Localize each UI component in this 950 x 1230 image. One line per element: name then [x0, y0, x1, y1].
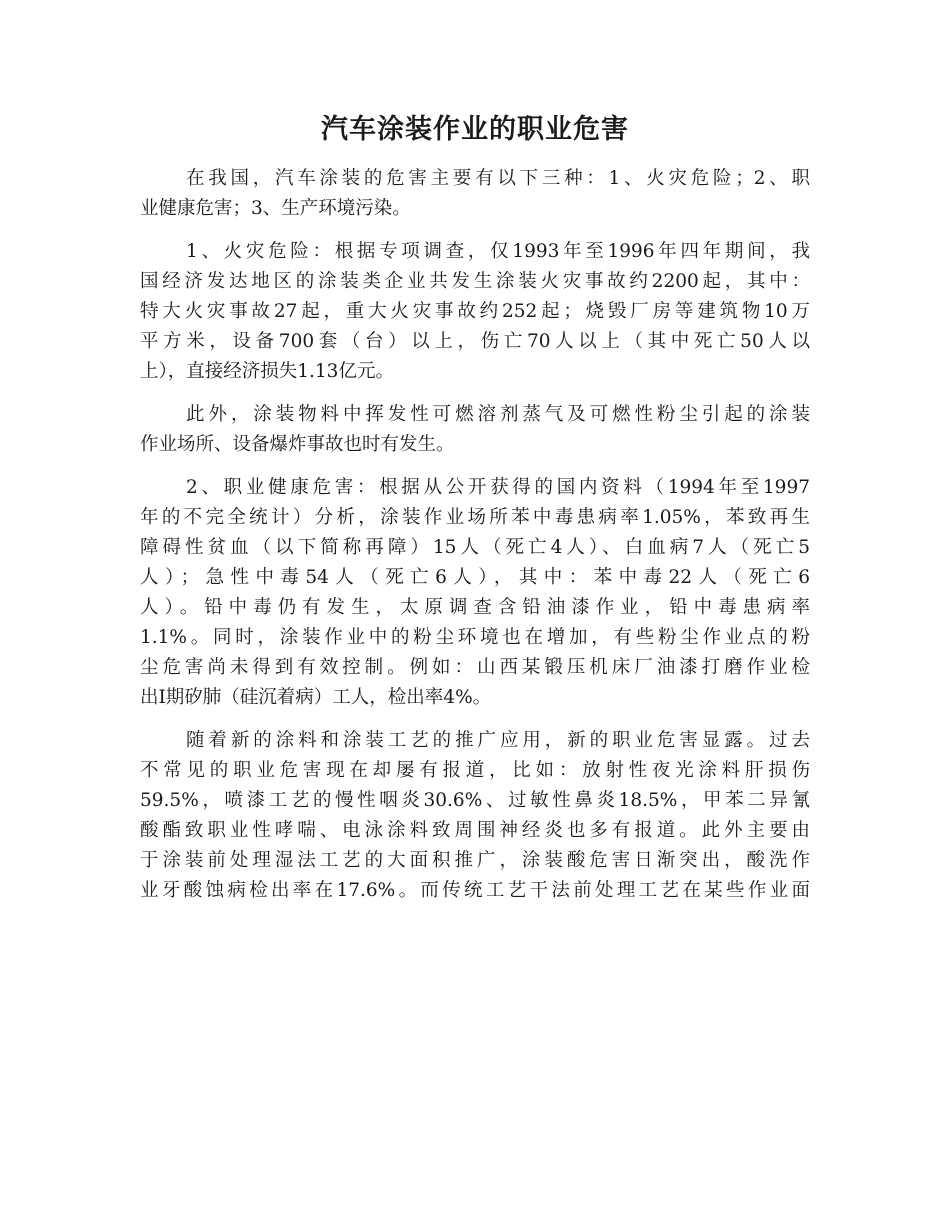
document-title: 汽车涂装作业的职业危害 — [321, 114, 629, 145]
text-line: 平方米，设备700套（台）以上，伤亡70人以上（其中死亡50人以 — [140, 331, 810, 352]
text-line: 1.1%。同时，涂装作业中的粉尘环境也在增加，有些粉尘作业点的粉 — [140, 627, 810, 648]
text-line: 业牙酸蚀病检出率在17.6%。而传统工艺干法前处理工艺在某些作业面 — [140, 880, 810, 901]
text-line: 不常见的职业危害现在却屡有报道，比如：放射性夜光涂料肝损伤 — [140, 760, 810, 781]
text-line: 人）；急性中毒54人（死亡6人），其中：苯中毒22人（死亡6 — [140, 567, 810, 588]
document-body — [140, 164, 810, 919]
text-line: 年的不完全统计）分析，涂装作业场所苯中毒患病率1.05%，苯致再生 — [140, 507, 810, 528]
text-line: 1、火灾危险：根据专项调查，仅1993年至1996年四年期间，我 — [186, 241, 810, 262]
text-line: 酸酯致职业性哮喘、电泳涂料致周围神经炎也多有报道。此外主要由 — [140, 820, 810, 841]
text-line: 特大火灾事故27起，重大火灾事故约252起；烧毁厂房等建筑物10万 — [140, 301, 810, 322]
text-line: 于涂装前处理湿法工艺的大面积推广，涂装酸危害日渐突出，酸洗作 — [140, 850, 810, 871]
text-line: 作业场所、设备爆炸事故也时有发生。 — [140, 434, 455, 455]
paragraph-explosion — [140, 400, 810, 460]
text-line: 国经济发达地区的涂装类企业共发生涂装火灾事故约2200起，其中： — [140, 271, 810, 292]
paragraph-new-hazards — [140, 726, 810, 906]
paragraph-health-hazard — [140, 473, 810, 713]
text-line: 尘危害尚未得到有效控制。例如：山西某锻压机床厂油漆打磨作业检 — [140, 657, 810, 678]
text-line: 随着新的涂料和涂装工艺的推广应用，新的职业危害显露。过去 — [186, 730, 810, 751]
paragraph-fire-hazard — [140, 237, 810, 387]
text-line: 上），直接经济损失1.13亿元。 — [140, 361, 394, 382]
text-line: 59.5%，喷漆工艺的慢性咽炎30.6%、过敏性鼻炎18.5%，甲苯二异氰 — [140, 790, 810, 811]
text-line: 在我国，汽车涂装的危害主要有以下三种：1、火灾危险；2、职 — [186, 168, 810, 189]
paragraph-intro — [140, 164, 810, 224]
text-line: 障碍性贫血（以下简称再障）15人（死亡4人）、白血病7人（死亡5 — [140, 537, 810, 558]
text-line: 出Ⅰ期矽肺（硅沉着病）工人，检出率4%。 — [140, 687, 492, 708]
text-line: 此外，涂装物料中挥发性可燃溶剂蒸气及可燃性粉尘引起的涂装 — [186, 404, 810, 425]
text-line: 人）。铅中毒仍有发生，太原调查含铅油漆作业，铅中毒患病率 — [140, 597, 810, 618]
text-line: 业健康危害；3、生产环境污染。 — [140, 198, 411, 219]
text-line: 2、职业健康危害：根据从公开获得的国内资料（1994年至1997 — [186, 477, 810, 498]
